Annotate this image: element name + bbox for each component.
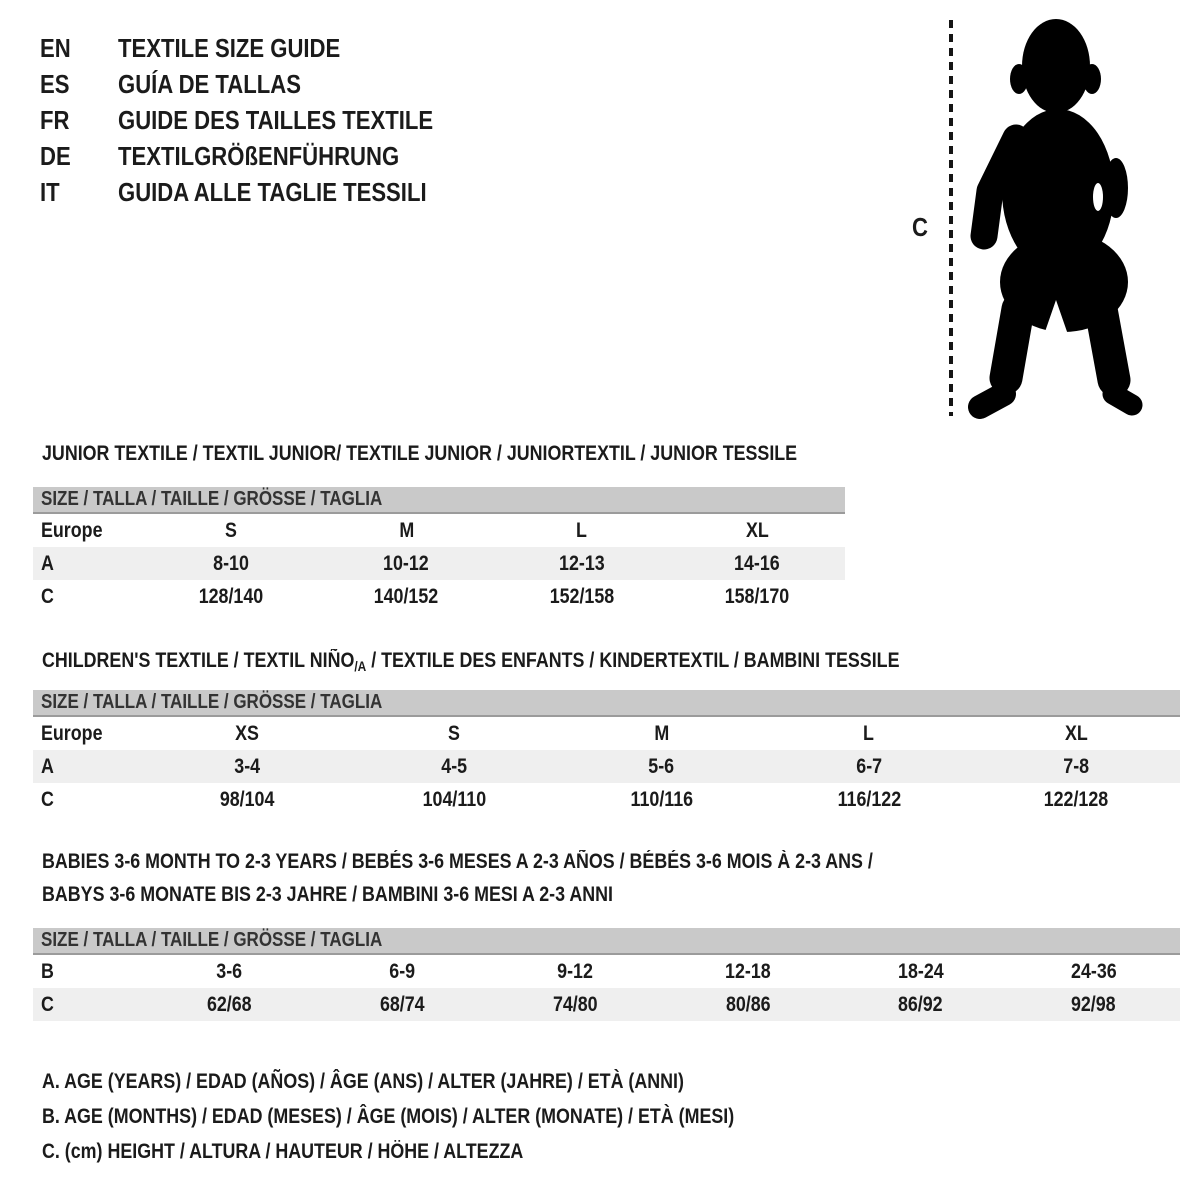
- legend-line-b: B. AGE (MONTHS) / EDAD (MESES) / ÂGE (MOIS) / ALTER (MONATE) / ETÀ (MESI): [42, 1105, 735, 1128]
- legend-line-c: C. (cm) HEIGHT / ALTURA / HAUTEUR / HÖHE / ALTEZZA: [42, 1140, 524, 1163]
- height-cell: 116/122: [837, 788, 901, 811]
- table-row: [33, 717, 1180, 750]
- row-label: A: [41, 552, 54, 575]
- age-cell: 3-4: [233, 755, 260, 778]
- table-row: [33, 783, 1180, 816]
- height-cell: 80/86: [725, 993, 771, 1016]
- language-code: ES: [40, 69, 70, 99]
- junior-size-table: [33, 487, 845, 613]
- row-label: C: [41, 993, 54, 1016]
- language-code: FR: [40, 105, 70, 135]
- height-cell: 74/80: [552, 993, 598, 1016]
- guide-title: GUÍA DE TALLAS: [118, 69, 301, 99]
- row-label: C: [41, 788, 54, 811]
- height-cell: 104/110: [422, 788, 486, 811]
- age-cell: 7-8: [1063, 755, 1090, 778]
- height-cell: 158/170: [724, 585, 790, 608]
- language-row-en: [40, 30, 489, 66]
- age-cell: 14-16: [734, 552, 781, 575]
- height-cell: 62/68: [207, 993, 252, 1016]
- language-title-block: [40, 30, 489, 210]
- size-header-bar: SIZE / TALLA / TAILLE / GRÖSSE / TAGLIA: [33, 928, 1180, 955]
- babies-section-title: BABIES 3-6 MONTH TO 2-3 YEARS / BEBÉS 3-6 MESES A 2-3 AÑOS / BÉBÉS 3-6 MOIS À 2-3 ANS / BABYS 3-6 MONATE BIS 2-3 JAHRE / BAMBINI 3-6 MESI A 2-3 ANNI: [42, 850, 873, 906]
- nino-suffix: /A: [354, 658, 367, 674]
- size-cell: M: [654, 722, 669, 745]
- table-row: [33, 514, 845, 547]
- height-cell: 122/128: [1044, 788, 1109, 811]
- guide-title: GUIDE DES TAILLES TEXTILE: [118, 105, 434, 135]
- age-cell: 12-18: [725, 960, 771, 983]
- age-cell: 8-10: [212, 552, 249, 575]
- age-cell: 6-9: [389, 960, 416, 983]
- age-cell: 4-5: [441, 755, 467, 778]
- language-code: IT: [40, 177, 60, 207]
- table-row: [33, 580, 845, 613]
- size-cell: XS: [234, 722, 259, 745]
- table-row: [33, 955, 1180, 988]
- size-cell: S: [448, 722, 461, 745]
- row-label: A: [41, 755, 54, 778]
- children-section-title: CHILDREN'S TEXTILE / TEXTIL $NIÑO_{/A}$ / TEXTILE DES ENFANTS / KINDERTEXTIL / BAMBINI TESSILE: [42, 649, 900, 674]
- height-cell: 152/158: [549, 585, 615, 608]
- row-label: Europe: [41, 722, 103, 745]
- language-row-es: [40, 66, 489, 102]
- age-cell: 9-12: [557, 960, 593, 983]
- size-header-bar: SIZE / TALLA / TAILLE / GRÖSSE / TAGLIA: [33, 690, 1180, 717]
- junior-section-title: JUNIOR TEXTILE / TEXTIL JUNIOR/ TEXTILE JUNIOR / JUNIORTEXTIL / JUNIOR TESSILE: [42, 442, 798, 465]
- legend-line-a: A. AGE (YEARS) / EDAD (AÑOS) / ÂGE (ANS) / ALTER (JAHRE) / ETÀ (ANNI): [42, 1070, 684, 1093]
- height-cell: 140/152: [373, 585, 439, 608]
- row-label: C: [41, 585, 54, 608]
- babies-size-table: [33, 928, 1180, 1021]
- language-row-fr: [40, 102, 489, 138]
- height-cell: 110/116: [630, 788, 693, 811]
- row-label: B: [41, 960, 54, 983]
- legend: [42, 1064, 856, 1169]
- table-row: [33, 750, 1180, 783]
- size-cell: M: [398, 519, 414, 542]
- age-cell: 10-12: [383, 552, 430, 575]
- age-cell: 12-13: [558, 552, 605, 575]
- table-row: [33, 988, 1180, 1021]
- size-cell: L: [576, 519, 588, 542]
- height-cell: 128/140: [198, 585, 264, 608]
- height-cell: 86/92: [898, 993, 944, 1016]
- height-measure-line: [949, 20, 953, 416]
- size-cell: XL: [1064, 722, 1088, 745]
- size-cell: S: [224, 519, 237, 542]
- height-cell: 68/74: [379, 993, 425, 1016]
- children-size-table: [33, 690, 1180, 816]
- language-code: EN: [40, 33, 71, 63]
- language-code: DE: [40, 141, 71, 171]
- guide-title: GUIDA ALLE TAGLIE TESSILI: [118, 177, 427, 207]
- guide-title: TEXTILGRÖßENFÜHRUNG: [118, 141, 400, 171]
- height-cell: 98/104: [219, 788, 274, 811]
- age-cell: 5-6: [648, 755, 675, 778]
- table-row: [33, 547, 845, 580]
- height-cell: 92/98: [1071, 993, 1116, 1016]
- language-row-de: [40, 138, 489, 174]
- guide-title: TEXTILE SIZE GUIDE: [118, 33, 341, 63]
- age-cell: 24-36: [1070, 960, 1117, 983]
- age-cell: 3-6: [216, 960, 243, 983]
- size-cell: XL: [745, 519, 769, 542]
- row-label: Europe: [41, 519, 103, 542]
- toddler-silhouette-icon: [966, 16, 1146, 420]
- age-cell: 18-24: [897, 960, 944, 983]
- size-header-bar: SIZE / TALLA / TAILLE / GRÖSSE / TAGLIA: [33, 487, 845, 514]
- language-row-it: [40, 174, 489, 210]
- height-measure-label: C: [912, 212, 928, 242]
- size-cell: L: [863, 722, 875, 745]
- age-cell: 6-7: [855, 755, 882, 778]
